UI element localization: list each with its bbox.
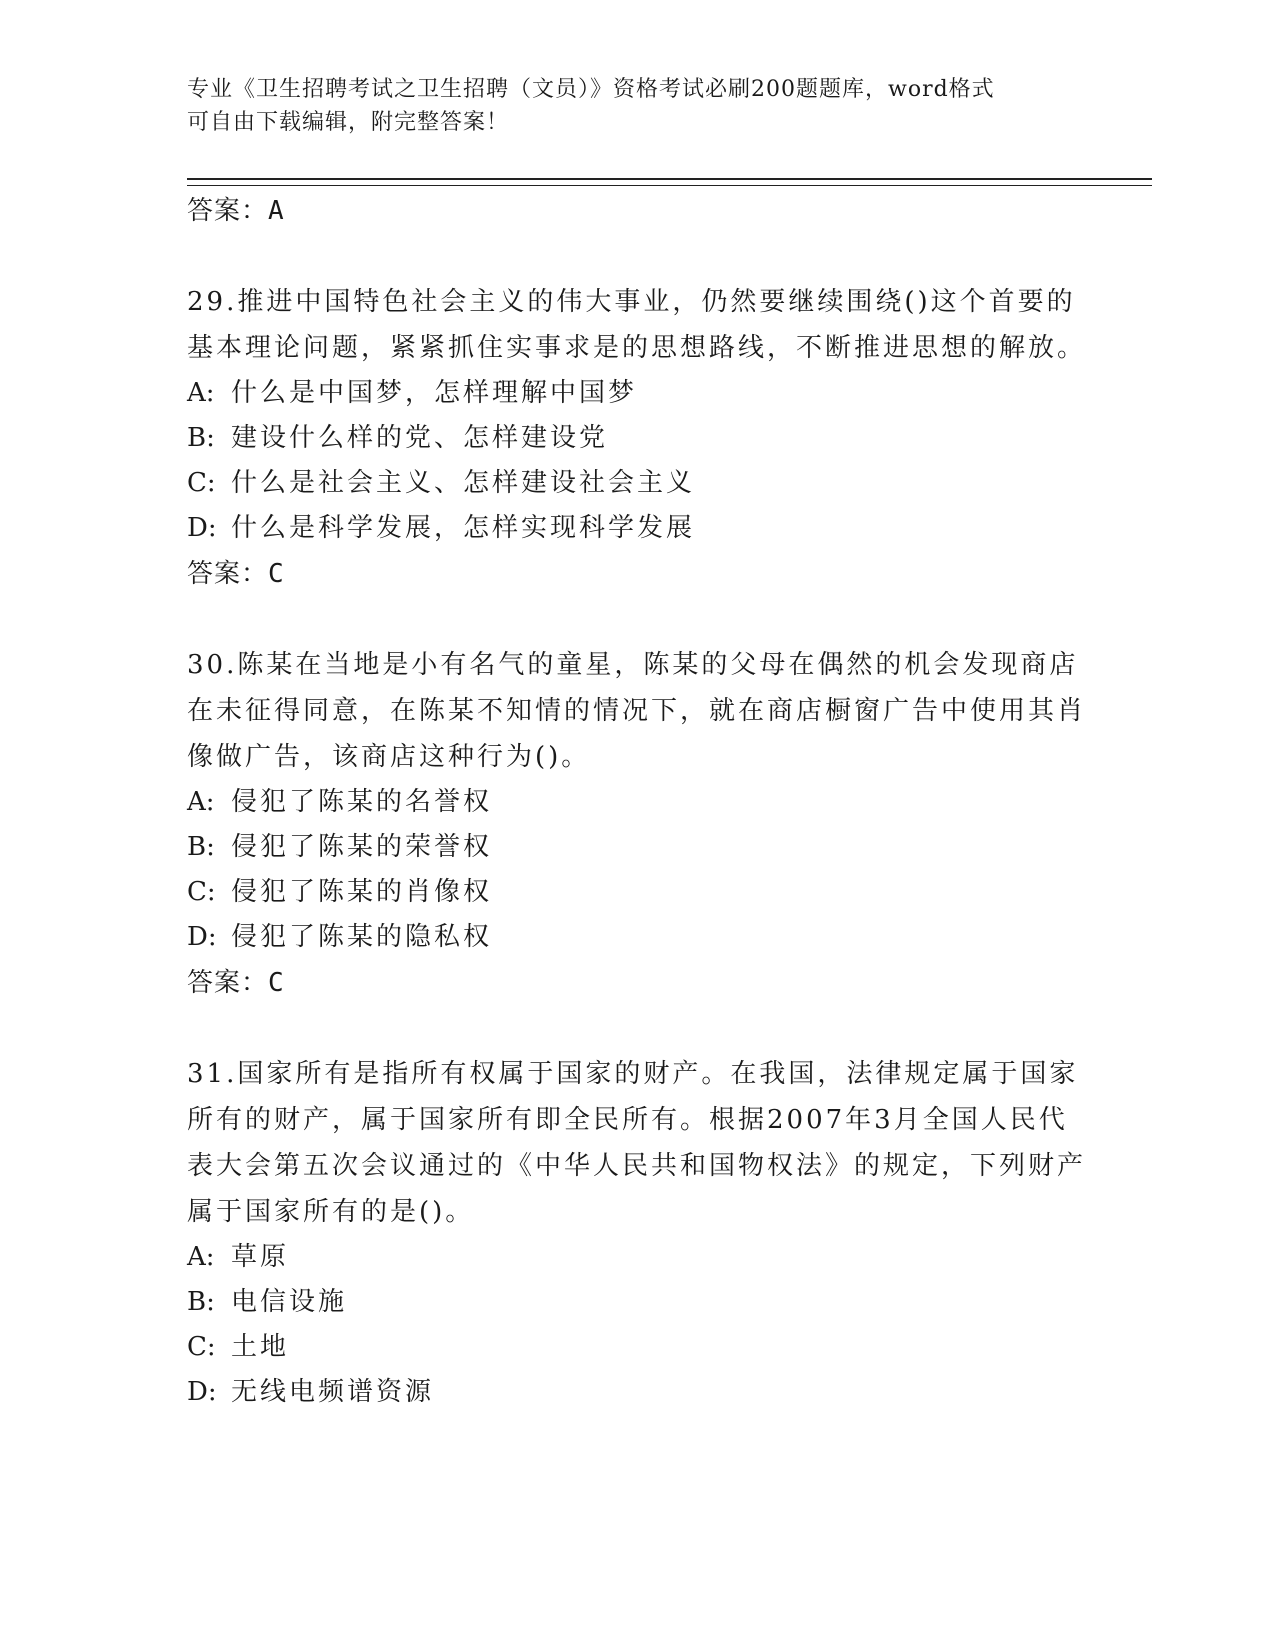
option-text: 草原 [231, 1242, 290, 1272]
option-text: 侵犯了陈某的隐私权 [231, 922, 493, 952]
question-29 [187, 279, 1087, 597]
answer-line-previous [187, 188, 1087, 234]
option-letter: D: [187, 1377, 217, 1407]
option-text: 建设什么样的党、怎样建设党 [231, 423, 609, 453]
answer-label: 答案： [187, 559, 269, 589]
option-letter: D: [187, 922, 217, 952]
option-text: 侵犯了陈某的肖像权 [231, 877, 493, 907]
header-line-1: 专业《卫生招聘考试之卫生招聘（文员）》资格考试必刷200题题库，word格式 [187, 77, 995, 102]
document-header [187, 73, 1067, 139]
answer-line [187, 960, 1087, 1006]
document-body [187, 188, 1087, 1415]
option-letter: D: [187, 513, 217, 543]
option-text: 电信设施 [231, 1287, 348, 1317]
option-letter: C: [187, 1332, 216, 1362]
option-b [187, 1280, 1087, 1325]
option-letter: B: [187, 423, 215, 453]
option-text: 什么是中国梦，怎样理解中国梦 [231, 378, 638, 408]
option-text: 土地 [231, 1332, 290, 1362]
answer-label: 答案： [187, 968, 269, 998]
option-c [187, 870, 1087, 915]
option-letter: A: [187, 378, 215, 408]
option-text: 侵犯了陈某的荣誉权 [231, 832, 493, 862]
option-b [187, 416, 1087, 461]
option-a [187, 780, 1087, 825]
option-letter: A: [187, 787, 215, 817]
option-letter: A: [187, 1242, 215, 1272]
question-text: 30.陈某在当地是小有名气的童星，陈某的父母在偶然的机会发现商店在未征得同意，在陈某不知情的情况下，就在商店橱窗广告中使用其肖像做广告，该商店这种行为()。 [187, 650, 1087, 772]
header-divider [187, 178, 1152, 186]
option-d [187, 1370, 1087, 1415]
answer-value: C [268, 968, 285, 998]
option-text: 无线电频谱资源 [231, 1377, 435, 1407]
answer-line [187, 551, 1087, 597]
answer-value: C [268, 559, 285, 589]
option-c [187, 461, 1087, 506]
question-text: 31.国家所有是指所有权属于国家的财产。在我国，法律规定属于国家所有的财产，属于国家所有即全民所有。根据2007年3月全国人民代表大会第五次会议通过的《中华人民共和国物权法》的规定，下列财产属于国家所有的是()。 [187, 1059, 1087, 1227]
header-line-2: 可自由下载编辑，附完整答案！ [187, 110, 510, 135]
option-text: 侵犯了陈某的名誉权 [231, 787, 493, 817]
option-c [187, 1325, 1087, 1370]
answer-value: A [268, 196, 285, 226]
option-letter: C: [187, 877, 216, 907]
option-letter: B: [187, 1287, 215, 1317]
option-d [187, 506, 1087, 551]
question-31 [187, 1051, 1087, 1415]
option-b [187, 825, 1087, 870]
option-letter: B: [187, 832, 215, 862]
option-d [187, 915, 1087, 960]
answer-label: 答案： [187, 196, 269, 226]
question-30 [187, 642, 1087, 1006]
option-text: 什么是科学发展，怎样实现科学发展 [231, 513, 696, 543]
option-letter: C: [187, 468, 216, 498]
option-a [187, 371, 1087, 416]
option-text: 什么是社会主义、怎样建设社会主义 [231, 468, 696, 498]
option-a [187, 1235, 1087, 1280]
question-text: 29.推进中国特色社会主义的伟大事业，仍然要继续围绕()这个首要的基本理论问题，紧紧抓住实事求是的思想路线，不断推进思想的解放。 [187, 287, 1087, 363]
